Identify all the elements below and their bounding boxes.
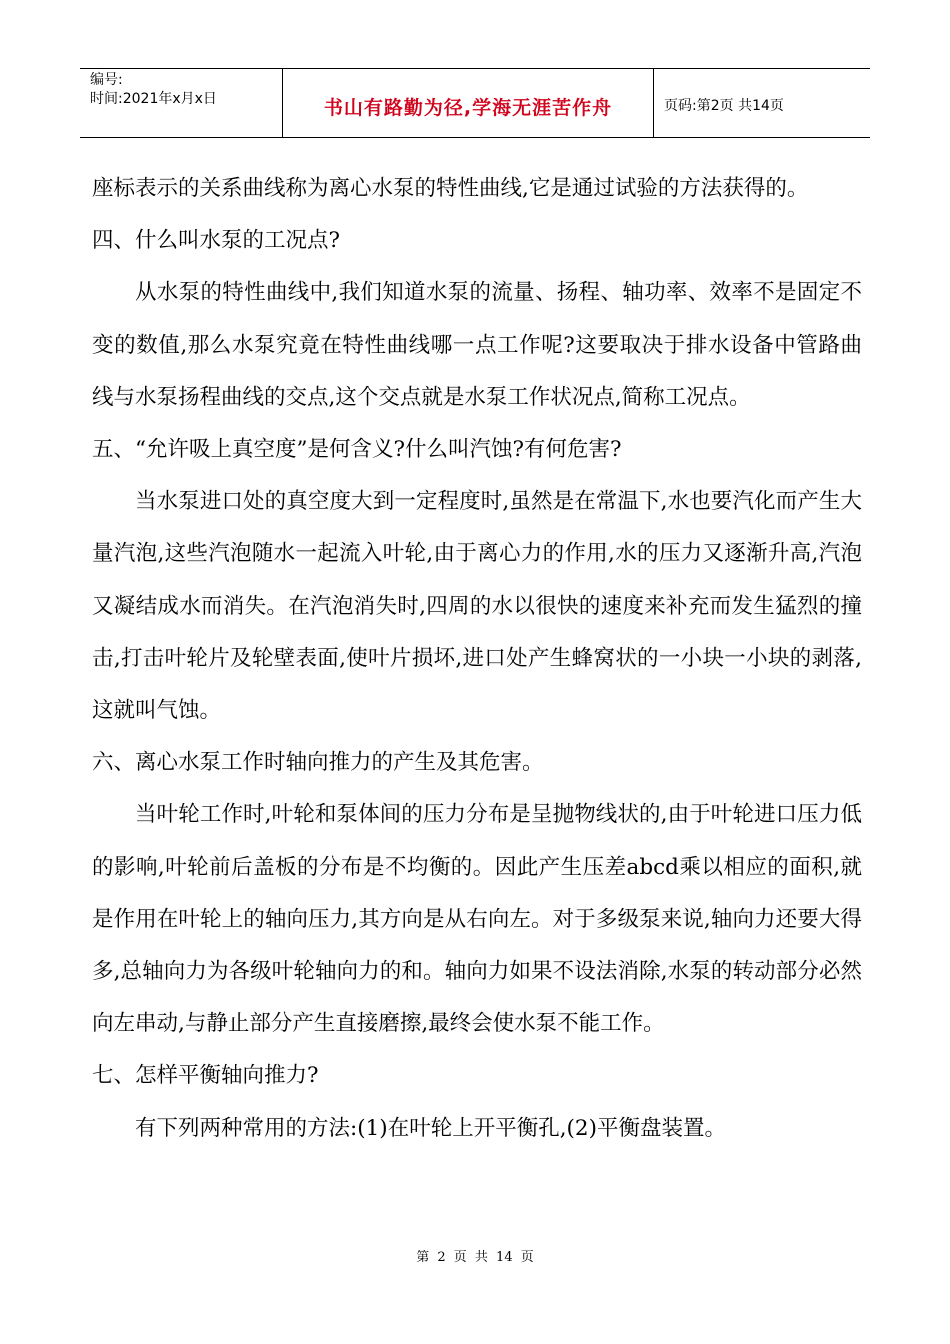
motto: 书山有路勤为径,学海无涯苦作舟 [323, 96, 613, 119]
header-page-cell [654, 69, 870, 137]
time-label: 时间:2021年x月x日 [90, 91, 217, 107]
page-info: 页码:第2页 共14页 [664, 98, 784, 114]
paragraph-balance-methods: 有下列两种常用的方法:(1)在叶轮上开平衡孔,(2)平衡盘装置。 [135, 1115, 726, 1141]
section-heading-7: 七、怎样平衡轴向推力? [92, 1063, 319, 1089]
paragraph-cavitation: 当水泵进口处的真空度大到一定程度时,虽然是在常温下,水也要汽化而产生大量汽泡,这些汽泡随水一起流入叶轮,由于离心力的作用,水的压力又逐渐升高,汽泡又凝结成水而消失。在汽泡消失时,四周的水以很快的速度来补充而发生猛烈的撞击,打击叶轮片及轮壁表面,使叶片损坏,进口处产生蜂窝状的一小块一小块的剥落,这就叫气蚀。 [92, 489, 862, 724]
document-body [92, 163, 862, 1155]
number-label: 编号: [90, 72, 123, 88]
paragraph-continuation: 座标表示的关系曲线称为离心水泵的特性曲线,它是通过试验的方法获得的。 [92, 176, 809, 201]
section-heading-5: 五、“允许吸上真空度”是何含义?什么叫汽蚀?有何危害? [92, 437, 622, 463]
paragraph-operating-point: 从水泵的特性曲线中,我们知道水泵的流量、扬程、轴功率、效率不是固定不变的数值,那么水泵究竟在特性曲线哪一点工作呢?这要取决于排水设备中管路曲线与水泵扬程曲线的交点,这个交点就是水泵工作状况点,简称工况点。 [92, 280, 862, 410]
header-meta [80, 69, 282, 137]
page-footer: 第 2 页 共 14 页 [416, 1250, 534, 1265]
section-heading-4: 四、什么叫水泵的工况点? [92, 228, 341, 254]
paragraph-axial-thrust: 当叶轮工作时,叶轮和泵体间的压力分布是呈抛物线状的,由于叶轮进口压力低的影响,叶轮前后盖板的分布是不均衡的。因此产生压差abcd乘以相应的面积,就是作用在叶轮上的轴向压力,其方向是从右向左。对于多级泵来说,轴向力还要大得多,总轴向力为各级叶轮轴向力的和。轴向力如果不设法消除,水泵的转动部分必然向左串动,与静止部分产生直接磨擦,最终会使水泵不能工作。 [92, 802, 862, 1037]
section-heading-6: 六、离心水泵工作时轴向推力的产生及其危害。 [92, 750, 544, 776]
document-header [80, 68, 870, 138]
header-motto-cell [282, 69, 654, 137]
